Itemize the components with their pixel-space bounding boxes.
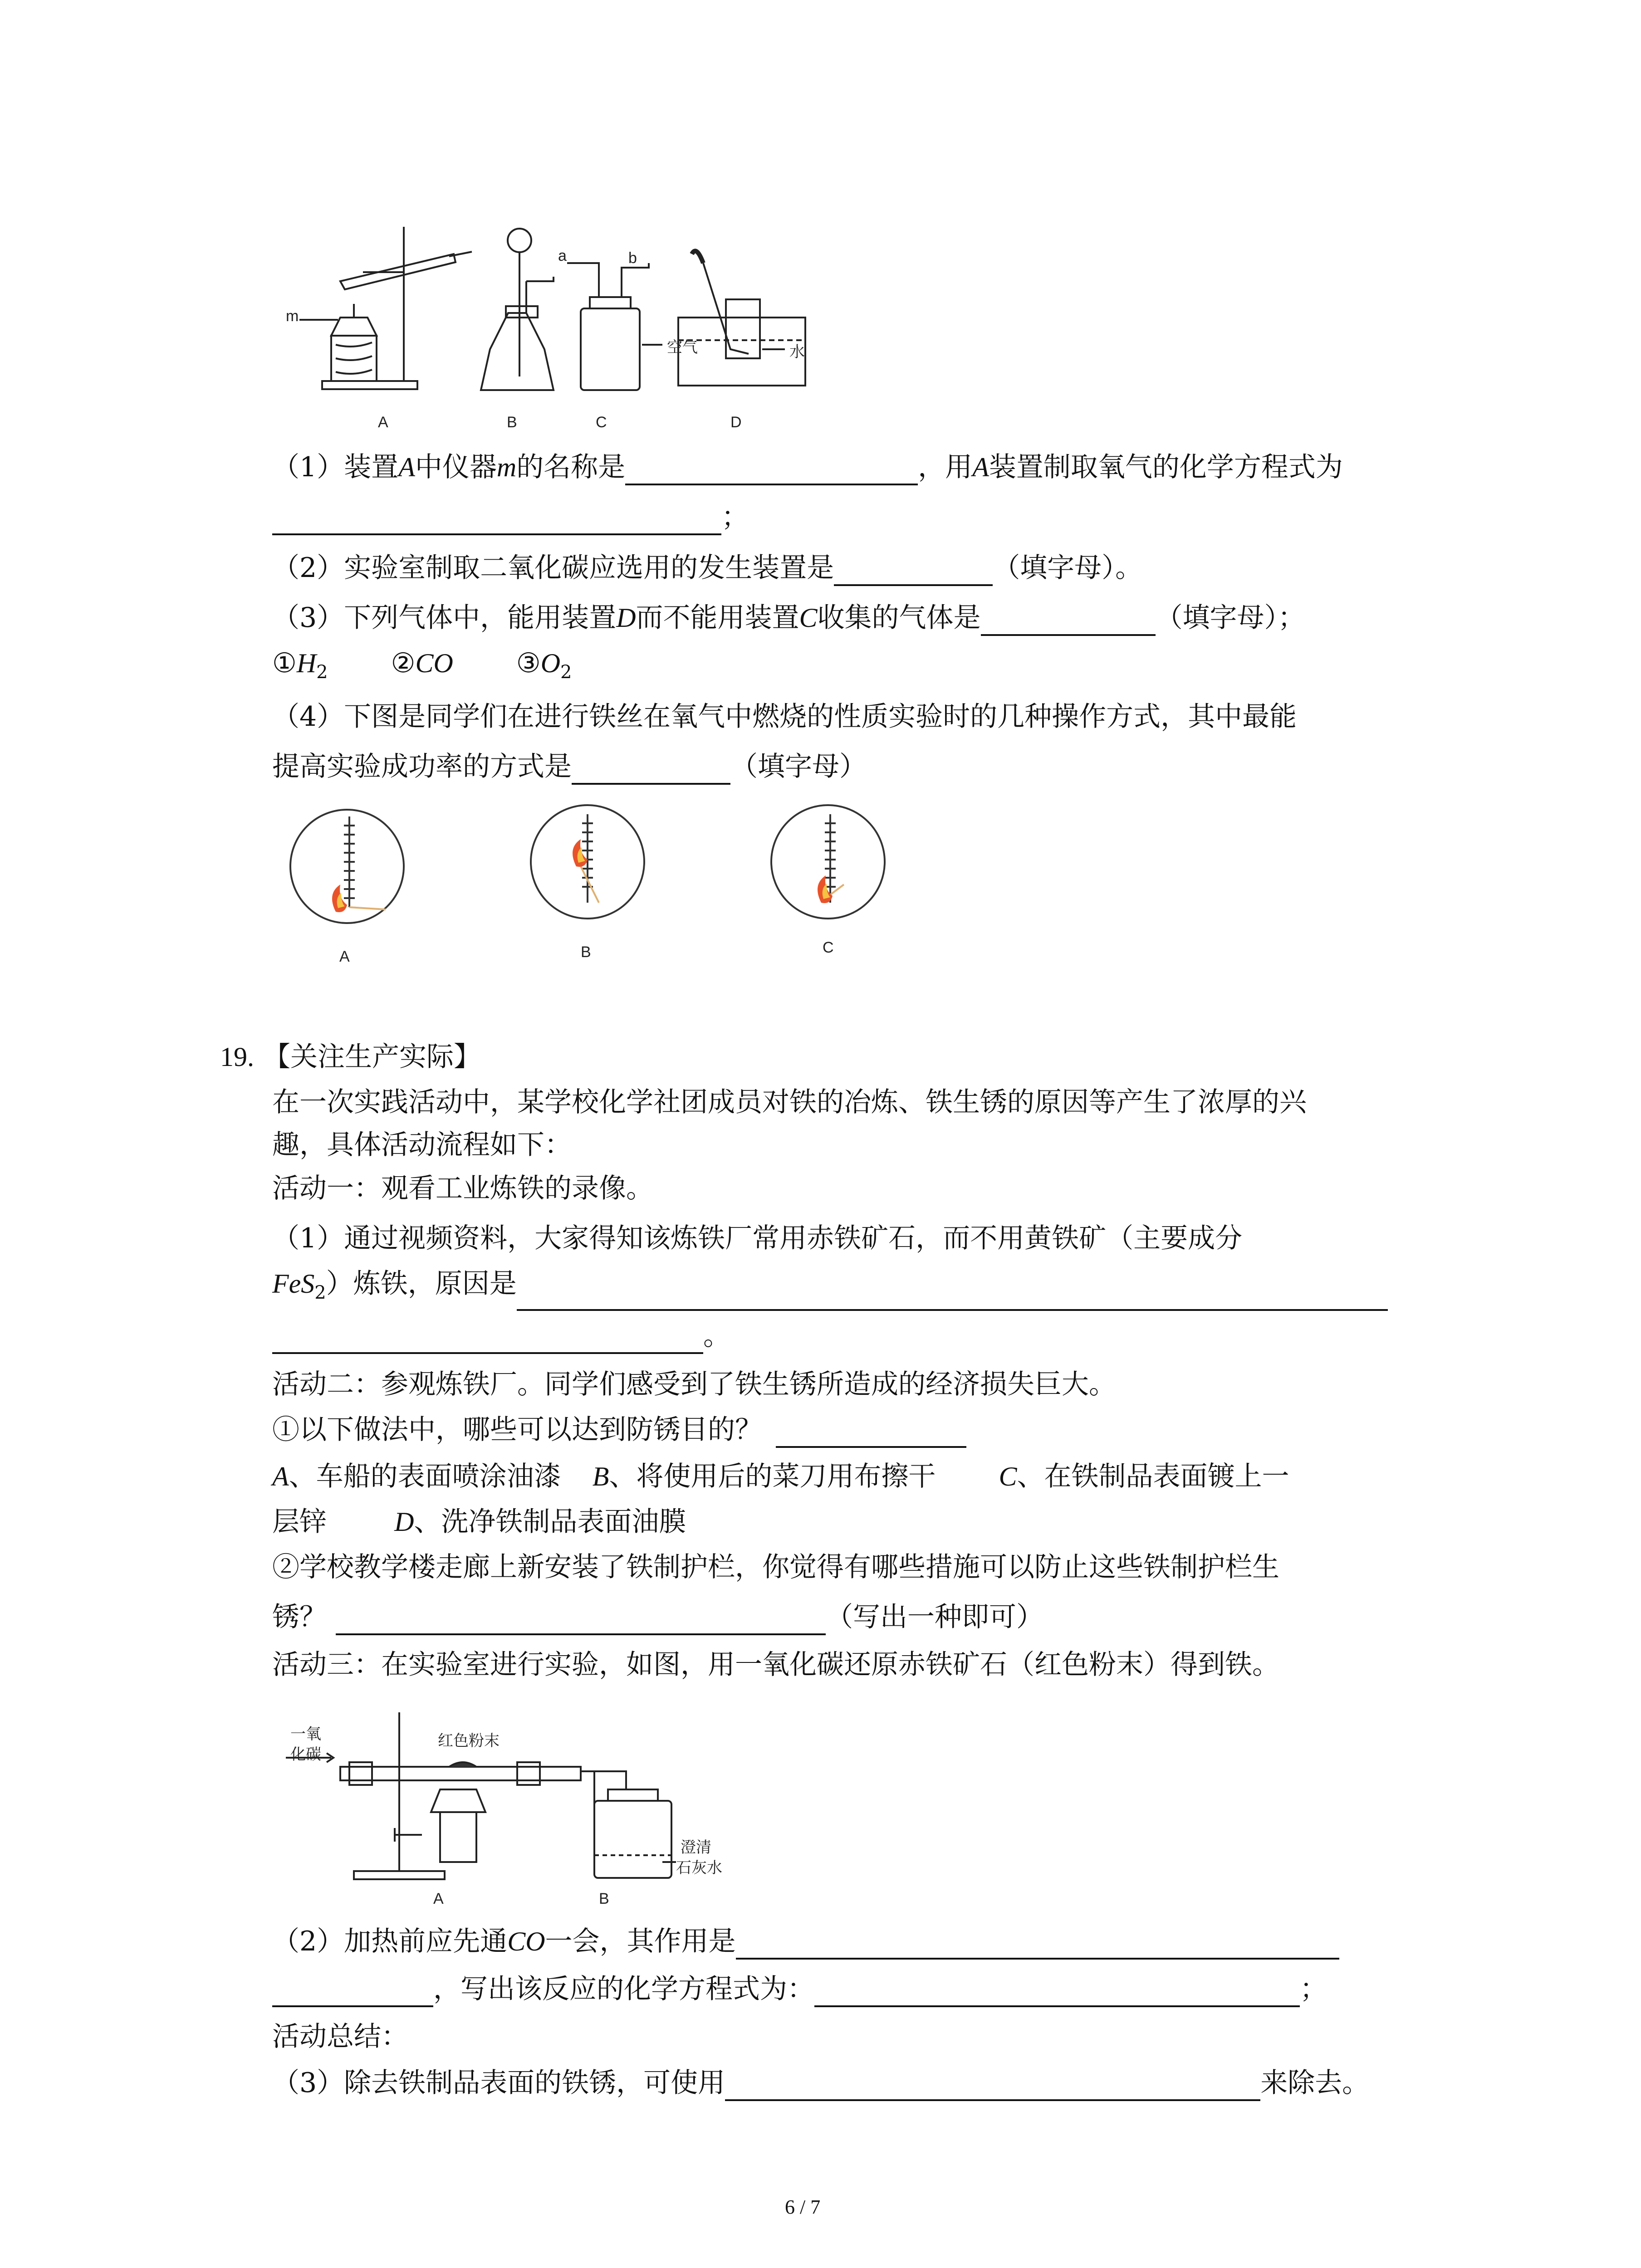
figure1-m-label: m [286, 308, 299, 325]
q18-part3: （3）下列气体中，能用装置D而不能用装置C收集的气体是 （填字母）； [272, 600, 1305, 636]
answer-blank-rust-prevention[interactable] [776, 1418, 966, 1448]
figure1-port-a: a [558, 247, 567, 264]
answer-blank-reason[interactable] [517, 1281, 1388, 1311]
q19-activity1: 活动一：观看工业炼铁的录像。 [272, 1173, 653, 1204]
apparatus-drawing [272, 213, 839, 449]
flask-b [481, 313, 554, 390]
gas-option-1: $①H_2$ [272, 647, 328, 683]
figure2-label-a: A [339, 948, 350, 965]
figure1-water-label: 水 [789, 343, 805, 361]
q19-part3: （3）除去铁制品表面的铁锈，可使用 来除去。 [272, 2065, 1369, 2101]
answer-blank-rail-measure[interactable] [336, 1605, 826, 1635]
bottle-c [581, 308, 640, 390]
option-c[interactable]: C、在铁制品表面镀上一 [999, 1461, 1289, 1492]
tube-a [567, 263, 599, 297]
gas-option-3: $③O_2$ [516, 647, 572, 683]
answer-blank-iron-method[interactable] [572, 755, 730, 785]
circle-a [290, 810, 404, 923]
q18-part1-line1: （1）装置A中仪器m的名称是 ，用A装置制取氧气的化学方程式为 [272, 449, 1343, 485]
answer-blank-gas[interactable] [981, 606, 1156, 636]
q19-part1-line1: （1）通过视频资料，大家得知该炼铁厂常用赤铁矿石，而不用黄铁矿（主要成分 [272, 1222, 1243, 1254]
page-number: 6 / 7 [785, 2196, 821, 2218]
q19-activity2: 活动二：参观炼铁厂。同学们感受到了铁生锈所造成的经济损失巨大。 [272, 1369, 1116, 1400]
figure3-limewater-2: 石灰水 [676, 1859, 722, 1877]
outlet-tube [594, 1771, 626, 1789]
gas-option-2: ②CO [391, 647, 453, 679]
q18-part4-line1: （4）下图是同学们在进行铁丝在氧气中燃烧的性质实验时的几种操作方式，其中最能 [272, 701, 1297, 733]
tube-b [622, 263, 649, 297]
q19-part2-line2: ，写出该反应的化学方程式为： ； [272, 1971, 1327, 2007]
figure1-label-d: D [730, 414, 742, 431]
figure-co-reduction [277, 1699, 730, 1916]
figure3-label-a: A [433, 1890, 444, 1907]
q19-rust-options [272, 1458, 1289, 1495]
figure3-label-b: B [599, 1890, 609, 1907]
answer-blank-reason-cont[interactable] [272, 1324, 703, 1354]
figure3-limewater-1: 澄清 [681, 1839, 711, 1856]
figure-apparatus-abcd [272, 213, 839, 449]
answer-blank-rust-removal[interactable] [725, 2071, 1260, 2101]
question-number: 19. [220, 1042, 254, 1072]
q19-part1-line3: 。 [272, 1318, 730, 1354]
limewater-bottle [594, 1801, 671, 1878]
figure1-label-b: B [507, 414, 517, 431]
figure3-powder-label: 红色粉末 [438, 1732, 500, 1750]
q19-intro-2: 趣，具体活动流程如下： [272, 1129, 572, 1161]
stand-base-a [322, 381, 417, 389]
q18-part1-line2: ； [272, 499, 749, 535]
q19-rust-options-cont: 层锌 D、洗净铁制品表面油膜 [272, 1506, 686, 1538]
figure2-label-c: C [823, 939, 834, 956]
answer-blank-m-name[interactable] [625, 455, 918, 485]
option-d[interactable]: D、洗净铁制品表面油膜 [394, 1506, 686, 1538]
figure-iron-wire [281, 803, 916, 984]
q19-activity3: 活动三：在实验室进行实验，如图，用一氧化碳还原赤铁矿石（红色粉末）得到铁。 [272, 1649, 1279, 1681]
figure1-label-a: A [378, 414, 388, 431]
answer-blank-co-purpose-cont[interactable] [272, 1977, 433, 2007]
question-title: 【关注生产实际】 [263, 1041, 481, 1073]
figure1-label-c: C [596, 414, 607, 431]
figure2-label-b: B [581, 943, 591, 961]
q18-gas-options [272, 645, 572, 690]
q18-part4-line2: 提高实验成功率的方式是 （填字母） [272, 748, 867, 785]
q19-intro-1: 在一次实践活动中，某学校化学社团成员对铁的冶炼、铁生锈的原因等产生了浓厚的兴 [272, 1086, 1307, 1118]
stand-base [354, 1871, 445, 1879]
q19-rail-question-1: ②学校教学楼走廊上新安装了铁制护栏，你觉得有哪些措施可以防止这些铁制护栏生 [272, 1551, 1279, 1583]
q19-part1-line2: FeS$_2$）炼铁，原因是 [272, 1266, 1388, 1311]
option-a[interactable]: A、车船的表面喷涂油漆 [272, 1461, 561, 1492]
option-b[interactable]: B、将使用后的菜刀用布擦干 [592, 1461, 936, 1492]
q18-part2: （2）实验室制取二氧化碳应选用的发生装置是 （填字母）。 [272, 550, 1142, 586]
figure1-port-b: b [628, 249, 637, 267]
answer-blank-co2-device[interactable] [834, 556, 993, 586]
q19-part2-line1: （2）加热前应先通CO一会，其作用是 [272, 1923, 1339, 1960]
q19-rail-question-2: 锈？ （写出一种即可） [272, 1599, 1043, 1635]
figure1-air-label: 空气 [667, 339, 698, 356]
figure3-co-label-1: 一氧 [290, 1725, 321, 1743]
reaction-tube [340, 1767, 581, 1780]
answer-blank-oxygen-equation[interactable] [272, 505, 721, 535]
funnel-b [508, 229, 531, 252]
figure3-co-label-2: 化碳 [290, 1746, 321, 1763]
answer-blank-co-purpose[interactable] [736, 1930, 1339, 1960]
q19-summary: 活动总结： [272, 2021, 408, 2053]
answer-blank-reduction-equation[interactable] [814, 1977, 1300, 2007]
q19-rust-question: ①以下做法中，哪些可以达到防锈目的？ [272, 1412, 966, 1448]
q19-heading [220, 1039, 481, 1075]
alcohol-burner [431, 1789, 485, 1812]
